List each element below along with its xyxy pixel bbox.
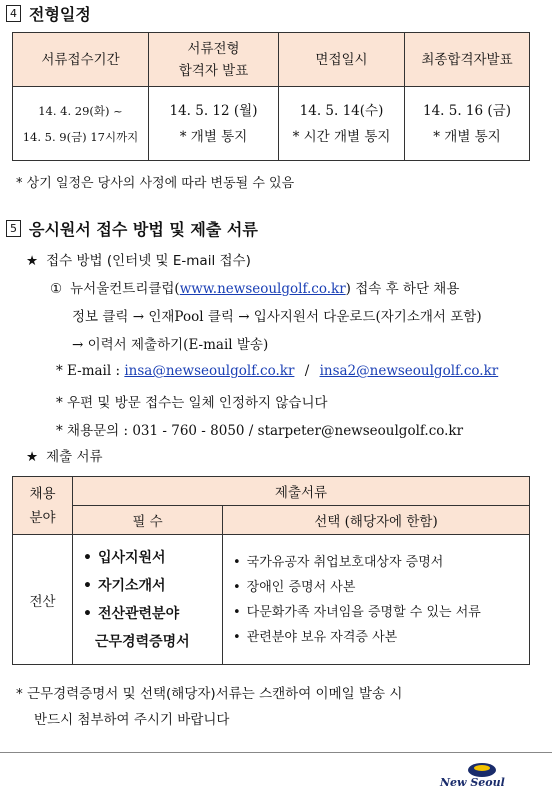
cell-interview-date: 14. 5. 14(수) * 시간 개별 통지 <box>279 87 405 161</box>
website-link[interactable]: www.newseoulgolf.co.kr <box>179 281 346 297</box>
section-5-heading <box>6 217 258 240</box>
header-final-announcement: 최종합격자발표 <box>405 33 530 87</box>
header-optional: 선택 (해당자에 한함) <box>223 506 530 535</box>
method-heading: ★ 접수 방법 (인터넷 및 E-mail 접수) <box>26 253 251 269</box>
schedule-note: * 상기 일정은 당사의 사정에 따라 변동될 수 있음 <box>16 176 295 191</box>
header-document-screening: 서류전형 합격자 발표 <box>149 33 279 87</box>
header-required: 필 수 <box>73 506 223 535</box>
section-title: 응시원서 접수 방법 및 제출 서류 <box>29 220 258 239</box>
step-number: ① <box>50 281 63 297</box>
footer-divider <box>0 752 552 753</box>
email-link-1[interactable]: insa@newseoulgolf.co.kr <box>124 363 295 379</box>
final-note-line-2: 반드시 첨부하여 주시기 바랍니다 <box>34 712 230 728</box>
list-item: • 자기소개서 <box>83 577 166 594</box>
list-item: • 입사지원서 <box>83 549 166 566</box>
star-icon: ★ <box>26 449 39 465</box>
email-line: * E-mail : insa@newseoulgolf.co.kr / insa2@newseoulgolf.co.kr <box>56 363 499 379</box>
list-item: • 장애인 증명서 사본 <box>233 579 356 595</box>
final-note-line-1: * 근무경력증명서 및 선택(해당자)서류는 스캔하여 이메일 발송 시 <box>16 686 403 702</box>
list-item: • 관련분야 보유 자격증 사본 <box>233 629 398 645</box>
schedule-table <box>12 32 530 161</box>
documents-table <box>12 476 530 665</box>
docs-heading: ★ 제출 서류 <box>26 449 103 465</box>
logo-text: New Seoul <box>440 776 505 789</box>
method-step-line-3: → 이력서 제출하기(E-mail 발송) <box>72 337 269 353</box>
list-item: 근무경력증명서 <box>95 633 190 650</box>
inquiry-line: * 채용문의 : 031 - 760 - 8050 / starpeter@newseoulgolf.co.kr <box>56 423 464 439</box>
section-4-heading <box>6 2 91 25</box>
list-item: • 국가유공자 취업보호대상자 증명서 <box>233 554 444 570</box>
list-item: • 전산관련분야 <box>83 605 180 622</box>
email-link-2[interactable]: insa2@newseoulgolf.co.kr <box>319 363 499 379</box>
cell-required-docs <box>73 535 223 665</box>
cell-optional-docs <box>223 535 530 665</box>
star-icon: ★ <box>26 253 39 269</box>
section-number: 5 <box>6 220 21 237</box>
method-step-line-2: 정보 클릭 → 인재Pool 클릭 → 입사지원서 다운로드(자기소개서 포함) <box>72 309 482 325</box>
cell-application-period: 14. 4. 29(화) ~ 14. 5. 9(금) 17시까지 <box>13 87 149 161</box>
header-documents: 제출서류 <box>73 477 530 506</box>
header-field: 채용 분야 <box>13 477 73 535</box>
cell-document-screening: 14. 5. 12 (월) * 개별 통지 <box>149 87 279 161</box>
list-item: • 다문화가족 자녀임을 증명할 수 있는 서류 <box>233 604 481 620</box>
cell-field: 전산 <box>13 535 73 665</box>
cell-final-announcement: 14. 5. 16 (금) * 개별 통지 <box>405 87 530 161</box>
section-number: 4 <box>6 5 21 22</box>
method-step-line-1: ① 뉴서울컨트리클럽(www.newseoulgolf.co.kr) 접속 후 하단 채용 <box>50 281 460 297</box>
header-application-period: 서류접수기간 <box>13 33 149 87</box>
section-title: 전형일정 <box>29 5 91 24</box>
postal-note: * 우편 및 방문 접수는 일체 인정하지 않습니다 <box>56 395 328 411</box>
header-interview-date: 면접일시 <box>279 33 405 87</box>
